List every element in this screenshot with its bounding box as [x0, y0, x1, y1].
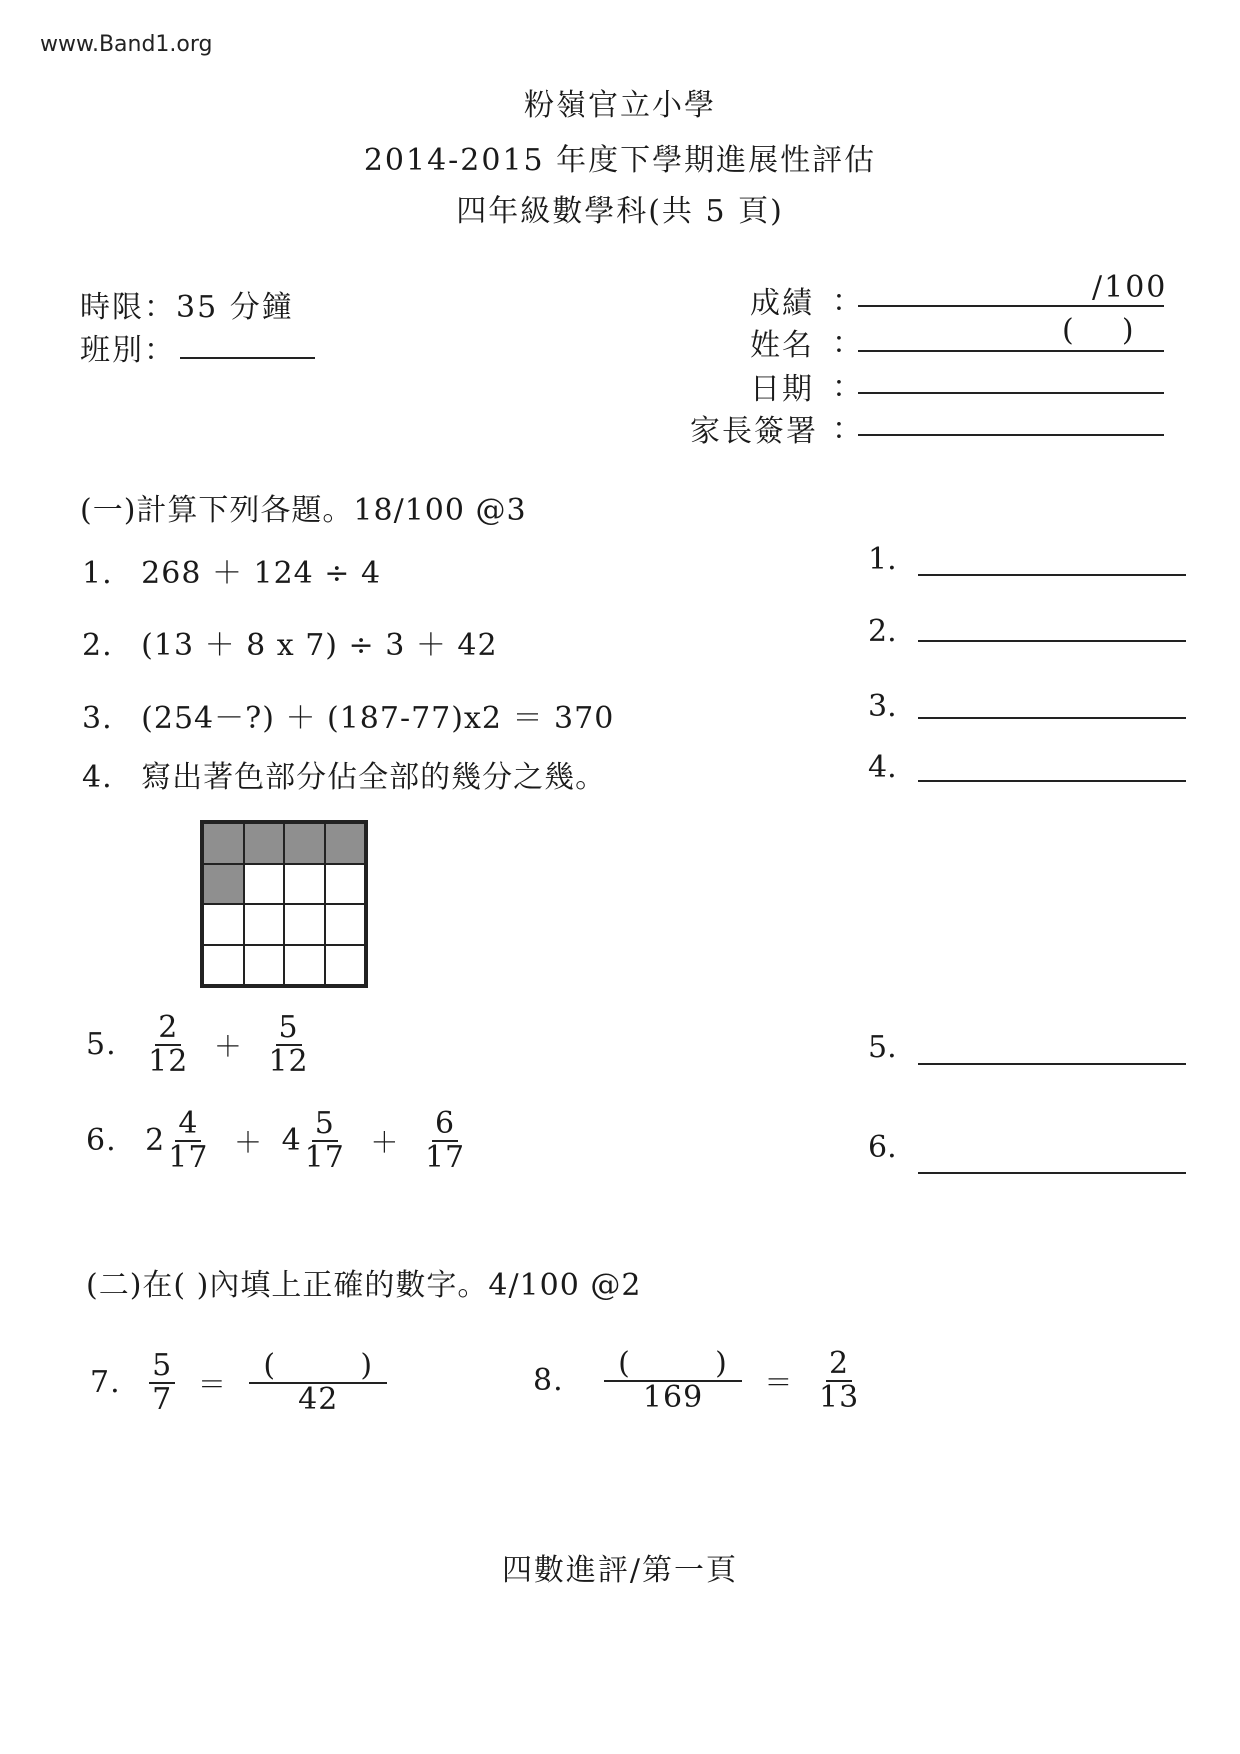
answer-number-4: 4. [868, 750, 897, 785]
question-6-mixed-1 [145, 1108, 215, 1173]
grid-cell [325, 945, 366, 986]
answer-line-4[interactable] [918, 780, 1186, 782]
subject-title: 四年級數學科(共 5 頁) [456, 194, 784, 229]
grid-cell [325, 904, 366, 945]
term-title: 2014-2015 年度下學期進展性評估 [363, 143, 877, 178]
grid-cell [244, 904, 285, 945]
answer-line-2[interactable] [918, 640, 1186, 642]
question-2-number: 2. [82, 628, 113, 663]
question-7-fraction-2[interactable] [249, 1350, 387, 1415]
question-6-mixed-2 [282, 1108, 352, 1173]
question-7-number: 7. [90, 1365, 121, 1400]
fraction-numerator: 4 [175, 1108, 201, 1142]
grid-cell [203, 945, 244, 986]
grid-cell [203, 904, 244, 945]
question-8-fraction-1[interactable] [604, 1348, 742, 1413]
question-8-fraction-2 [816, 1348, 862, 1413]
question-2 [82, 620, 498, 664]
answer-number-2: 2. [868, 614, 897, 649]
answer-line-3[interactable] [918, 717, 1186, 719]
name-label: 姓名 [750, 328, 814, 363]
class-number-paren: ( ) [1062, 313, 1136, 348]
grid-cell-shaded [325, 823, 366, 864]
question-8-number: 8. [533, 1363, 564, 1398]
answer-number-5: 5. [868, 1030, 897, 1065]
grid-cell-shaded [203, 864, 244, 905]
fraction-numerator: 2 [155, 1012, 181, 1046]
blank-numerator[interactable]: ( ) [249, 1350, 387, 1384]
answer-line-5[interactable] [918, 1063, 1186, 1065]
school-name: 粉嶺官立小學 [524, 88, 716, 123]
answer-line-6[interactable] [918, 1172, 1186, 1174]
question-3-number: 3. [82, 701, 113, 736]
question-6-number: 6. [86, 1123, 117, 1158]
fraction-numerator: 5 [312, 1108, 338, 1142]
answer-number-1: 1. [868, 542, 897, 577]
date-field[interactable] [858, 392, 1164, 394]
question-5-number: 5. [86, 1027, 117, 1062]
grid-cell-shaded [203, 823, 244, 864]
question-7-fraction-1 [149, 1350, 175, 1415]
question-5-fraction-1 [145, 1012, 191, 1077]
question-4-number: 4. [82, 760, 113, 795]
grid-cell [244, 864, 285, 905]
fraction-numerator: 2 [826, 1348, 852, 1382]
question-5-fraction-2 [265, 1012, 311, 1077]
plus-sign: ＋ [213, 1029, 243, 1063]
mixed-fraction [302, 1108, 348, 1173]
score-colon: ： [832, 284, 864, 319]
grid-cell [325, 864, 366, 905]
class-field[interactable] [180, 357, 315, 359]
fraction-denominator: 7 [152, 1381, 173, 1417]
watermark-url: www.Band1.org [40, 32, 213, 57]
fraction-denominator: 169 [642, 1379, 704, 1415]
grid-cell-shaded [284, 823, 325, 864]
grid-cell [284, 864, 325, 905]
section2-title: (二)在( )內填上正確的數字。4/100 @2 [86, 1268, 642, 1303]
question-7 [90, 1350, 391, 1415]
question-5 [86, 1012, 316, 1077]
score-field[interactable] [858, 305, 1164, 307]
equals-sign: ＝ [197, 1367, 227, 1401]
question-1 [82, 548, 381, 592]
parent-sign-field[interactable] [858, 434, 1164, 436]
fraction-numerator: 5 [276, 1012, 302, 1046]
mixed-whole: 4 [281, 1123, 302, 1158]
name-colon: ： [832, 326, 864, 361]
fraction-denominator: 12 [268, 1043, 309, 1079]
class-label: 班別： [80, 333, 176, 368]
fraction-grid [200, 820, 368, 988]
fraction-denominator: 13 [818, 1379, 860, 1415]
date-colon: ： [832, 370, 864, 405]
grid-cell [284, 945, 325, 986]
fraction-denominator: 17 [304, 1139, 345, 1175]
question-6 [86, 1108, 472, 1173]
question-8 [533, 1348, 866, 1413]
mixed-whole: 2 [145, 1123, 166, 1158]
fraction-numerator: 6 [432, 1108, 458, 1142]
blank-numerator[interactable]: ( ) [604, 1348, 742, 1382]
fraction-denominator: 17 [424, 1139, 466, 1175]
score-label: 成績 [750, 286, 814, 321]
question-3-text: (254－?) ＋ (187-77)x2 ＝ 370 [141, 701, 615, 736]
grid-cell [284, 904, 325, 945]
question-2-text: (13 ＋ 8 x 7) ÷ 3 ＋ 42 [141, 628, 498, 663]
answer-number-3: 3. [868, 689, 897, 724]
fraction-denominator: 42 [298, 1381, 339, 1417]
mixed-fraction [165, 1108, 211, 1173]
page-footer: 四數進評/第一頁 [501, 1553, 739, 1588]
answer-line-1[interactable] [918, 574, 1186, 576]
fraction-denominator: 17 [168, 1139, 209, 1175]
parent-sign-colon: ： [832, 412, 864, 447]
date-label: 日期 [750, 372, 814, 407]
name-field[interactable] [858, 350, 1164, 352]
question-1-text: 268 ＋ 124 ÷ 4 [141, 556, 382, 591]
section1-title: (一)計算下列各題。18/100 @3 [80, 493, 527, 528]
question-4-text: 寫出著色部分佔全部的幾分之幾。 [141, 760, 607, 795]
parent-sign-label: 家長簽署 [690, 414, 818, 449]
fraction-denominator: 12 [148, 1043, 189, 1079]
question-4 [82, 752, 606, 796]
equals-sign: ＝ [764, 1365, 794, 1399]
grid-cell-shaded [244, 823, 285, 864]
plus-sign: ＋ [234, 1125, 264, 1159]
answer-number-6: 6. [868, 1130, 897, 1165]
time-limit: 時限：35 分鐘 [80, 290, 294, 325]
grid-cell [244, 945, 285, 986]
question-6-fraction-3 [422, 1108, 468, 1173]
plus-sign: ＋ [370, 1125, 400, 1159]
fraction-numerator: 5 [149, 1350, 175, 1384]
question-3 [82, 693, 614, 737]
score-total: /100 [1092, 270, 1168, 305]
question-1-number: 1. [82, 556, 113, 591]
